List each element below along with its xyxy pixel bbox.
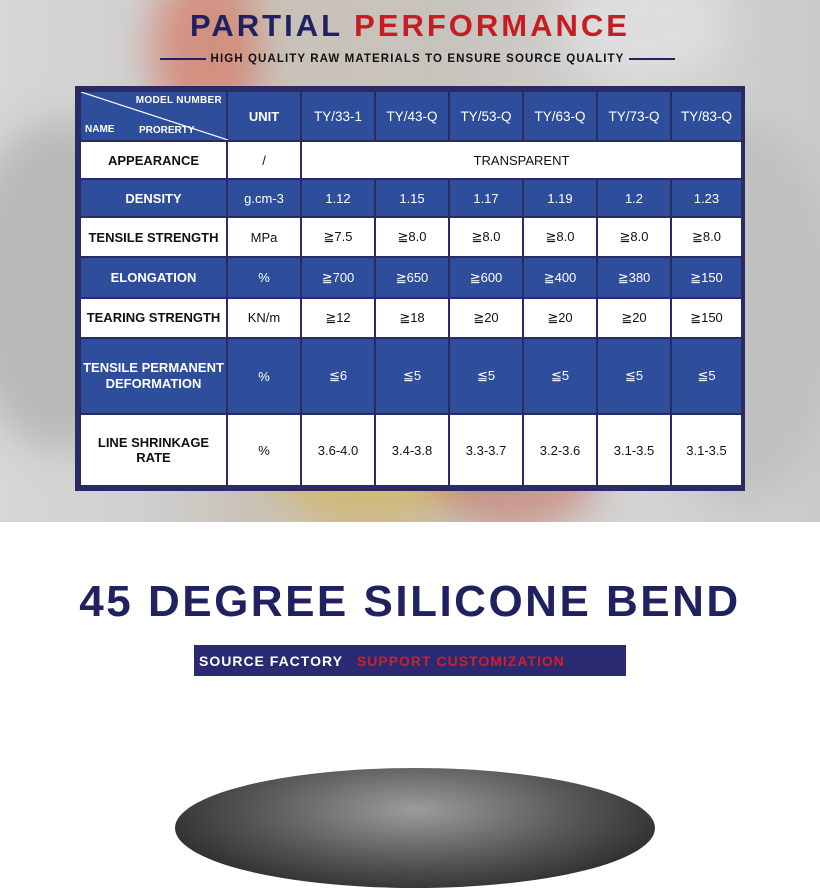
value-cell: ≦5	[449, 338, 523, 414]
value-cell: ≧18	[375, 298, 449, 338]
unit-cell: KN/m	[227, 298, 301, 338]
table-row	[80, 179, 742, 217]
spec-table-frame	[75, 86, 745, 491]
value-cell: ≧20	[449, 298, 523, 338]
unit-cell: MPa	[227, 217, 301, 257]
badge-source-factory: SOURCE FACTORY	[199, 652, 343, 669]
badge-support-customization: SUPPORT CUSTOMIZATION	[356, 652, 565, 669]
divider-right	[629, 58, 675, 60]
value-cell: ≧8.0	[449, 217, 523, 257]
model-header: TY/73-Q	[597, 91, 671, 141]
model-header: TY/33-1	[301, 91, 375, 141]
value-cell: ≧700	[301, 257, 375, 297]
source-badge	[194, 645, 626, 676]
value-cell: 3.4-3.8	[375, 414, 449, 486]
value-cell: ≧8.0	[597, 217, 671, 257]
model-header: TY/83-Q	[671, 91, 742, 141]
value-cell: ≧380	[597, 257, 671, 297]
table-row	[80, 414, 742, 486]
value-cell: ≧150	[671, 298, 742, 338]
merged-value-cell: TRANSPARENT	[301, 141, 742, 179]
section-title	[0, 8, 820, 44]
property-name: TEARING STRENGTH	[80, 298, 227, 338]
value-cell: ≧7.5	[301, 217, 375, 257]
value-cell: ≧400	[523, 257, 597, 297]
value-cell: ≧20	[523, 298, 597, 338]
corner-cell	[80, 91, 227, 141]
subtitle-row	[160, 50, 675, 68]
product-heading: 45 DEGREE SILICONE BEND	[79, 577, 741, 626]
product-image	[175, 768, 655, 888]
value-cell: ≧8.0	[523, 217, 597, 257]
value-cell: 1.15	[375, 179, 449, 217]
value-cell: 3.1-3.5	[597, 414, 671, 486]
property-name	[80, 338, 227, 414]
subtitle: HIGH QUALITY RAW MATERIALS TO ENSURE SOURCE QUALITY	[210, 53, 625, 65]
unit-header: UNIT	[227, 91, 301, 141]
table-row	[80, 217, 742, 257]
value-cell: 1.2	[597, 179, 671, 217]
property-name: DENSITY	[80, 179, 227, 217]
property-name-line-1: TENSILE PERMANENT	[83, 360, 224, 376]
value-cell: 3.6-4.0	[301, 414, 375, 486]
value-cell: 1.12	[301, 179, 375, 217]
value-cell: ≧650	[375, 257, 449, 297]
value-cell: ≧8.0	[375, 217, 449, 257]
model-header: TY/63-Q	[523, 91, 597, 141]
value-cell: 3.3-3.7	[449, 414, 523, 486]
property-name-line-2: RATE	[136, 450, 171, 466]
value-cell: ≧8.0	[671, 217, 742, 257]
divider-left	[160, 58, 206, 60]
property-name: ELONGATION	[80, 257, 227, 297]
table-row	[80, 338, 742, 414]
value-cell: ≧150	[671, 257, 742, 297]
unit-cell: g.cm-3	[227, 179, 301, 217]
property-name-line-1: LINE SHRINKAGE	[97, 435, 210, 451]
value-cell: 3.2-3.6	[523, 414, 597, 486]
value-cell: ≦5	[523, 338, 597, 414]
table-row	[80, 298, 742, 338]
value-cell: ≦5	[375, 338, 449, 414]
value-cell: 1.19	[523, 179, 597, 217]
unit-cell: /	[227, 141, 301, 179]
corner-property-label: PRORERTY	[139, 125, 195, 136]
corner-model-label: MODEL NUMBER	[135, 95, 222, 106]
value-cell: 3.1-3.5	[671, 414, 742, 486]
value-cell: ≧600	[449, 257, 523, 297]
value-cell: ≧12	[301, 298, 375, 338]
model-header: TY/53-Q	[449, 91, 523, 141]
property-name-line-2: DEFORMATION	[105, 376, 202, 392]
property-name	[80, 414, 227, 486]
title-part-1: PARTIAL	[190, 8, 343, 43]
property-name: APPEARANCE	[80, 141, 227, 179]
corner-name-label: NAME	[85, 124, 115, 135]
spec-table	[79, 90, 743, 487]
value-cell: ≧20	[597, 298, 671, 338]
value-cell: ≦6	[301, 338, 375, 414]
value-cell: 1.17	[449, 179, 523, 217]
property-name: TENSILE STRENGTH	[80, 217, 227, 257]
unit-cell: %	[227, 257, 301, 297]
unit-cell: %	[227, 338, 301, 414]
title-part-2: PERFORMANCE	[354, 8, 630, 43]
table-header-row	[80, 91, 742, 141]
table-row	[80, 257, 742, 297]
table-row	[80, 141, 742, 179]
unit-cell: %	[227, 414, 301, 486]
value-cell: 1.23	[671, 179, 742, 217]
value-cell: ≦5	[597, 338, 671, 414]
value-cell: ≦5	[671, 338, 742, 414]
model-header: TY/43-Q	[375, 91, 449, 141]
